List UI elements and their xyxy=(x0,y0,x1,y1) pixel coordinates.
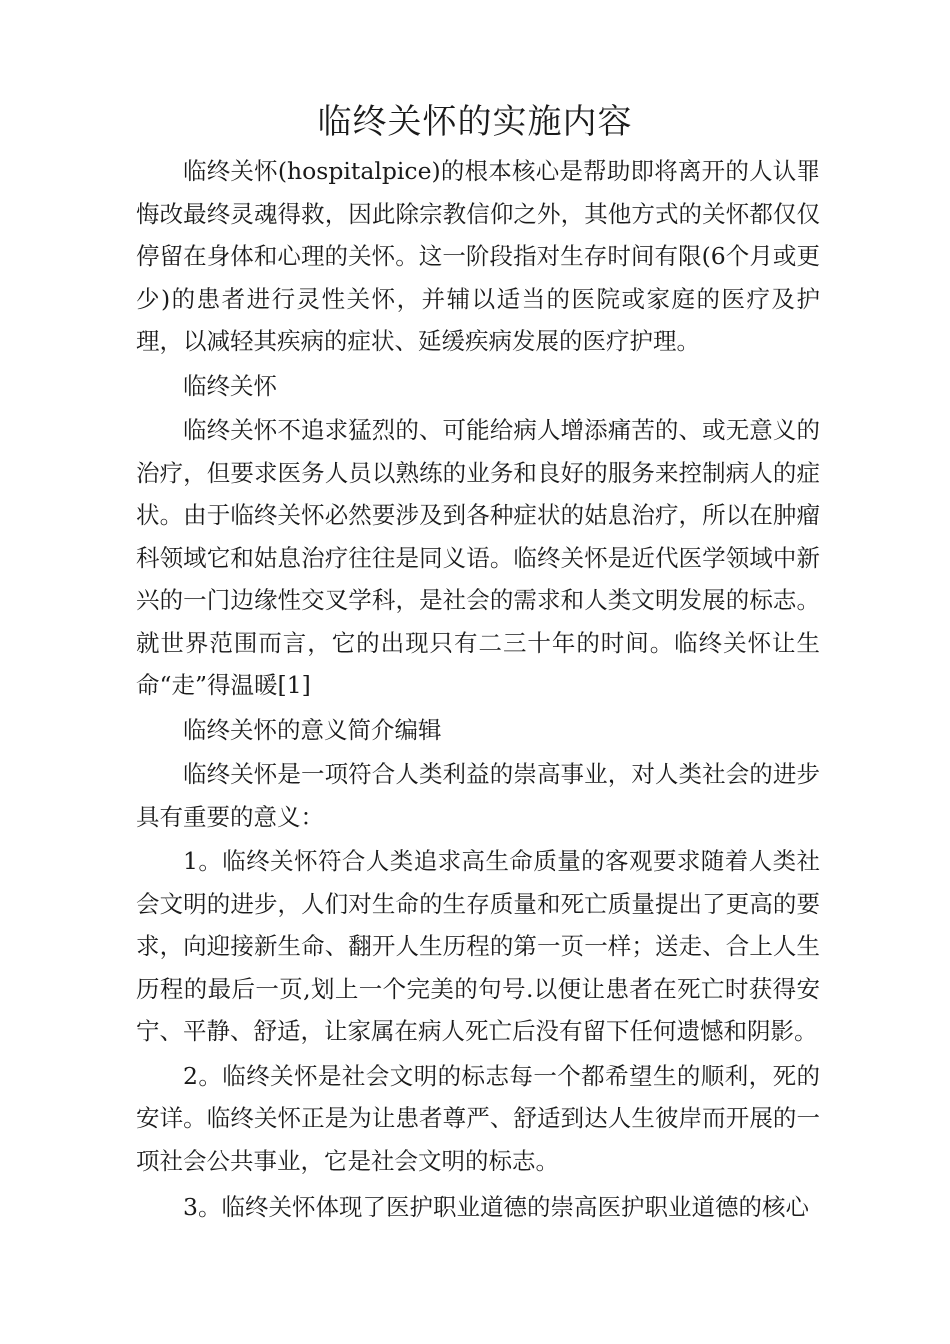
paragraph-significance-intro: 临终关怀是一项符合人类利益的崇高事业，对人类社会的进步具有重要的意义： xyxy=(136,760,820,831)
paragraph-intro: 临终关怀(hospitalpice)的根本核心是帮助即将离开的人认罪悔改最终灵魂得救，因此除宗教信仰之外，其他方式的关怀都仅仅停留在身体和心理的关怀。这一阶段指对生存时间有限(6个月或更少)的患者进行灵性关怀，并辅以适当的医院或家庭的医疗及护理，以减轻其疾病的症状、延缓疾病发展的医疗护理。 xyxy=(136,157,820,355)
paragraph-hospice-description: 临终关怀不追求猛烈的、可能给病人增添痛苦的、或无意义的治疗，但要求医务人员以熟练的业务和良好的服务来控制病人的症状。由于临终关怀必然要涉及到各种症状的姑息治疗，所以在肿瘤科领域它和姑息治疗往往是同义语。临终关怀是近代医学领域中新兴的一门边缘性交叉学科，是社会的需求和人类文明发展的标志。就世界范围而言，它的出现只有二三十年的时间。临终关怀让生命“走”得温暖[1] xyxy=(136,416,820,699)
paragraph-heading-hospice: 临终关怀 xyxy=(183,371,277,400)
paragraph-point-1: 1。临终关怀符合人类追求高生命质量的客观要求随着人类社会文明的进步，人们对生命的生存质量和死亡质量提出了更高的要求，向迎接新生命、翻开人生历程的第一页一样；送走、合上人生历程的最后一页,划上一个完美的句号.以便让患者在死亡时获得安宁、平静、舒适，让家属在病人死亡后没有留下任何遗憾和阴影。 xyxy=(136,847,820,1045)
document-title: 临终关怀的实施内容 xyxy=(317,102,633,142)
paragraph-point-2: 2。临终关怀是社会文明的标志每一个都希望生的顺利，死的安详。临终关怀正是为让患者尊严、舒适到达人生彼岸而开展的一项社会公共事业，它是社会文明的标志。 xyxy=(136,1061,820,1175)
document-body xyxy=(136,150,820,1229)
paragraph-heading-significance: 临终关怀的意义简介编辑 xyxy=(183,715,442,744)
paragraph-point-3: 3。临终关怀体现了医护职业道德的崇高医护职业道德的核心 xyxy=(183,1193,809,1221)
